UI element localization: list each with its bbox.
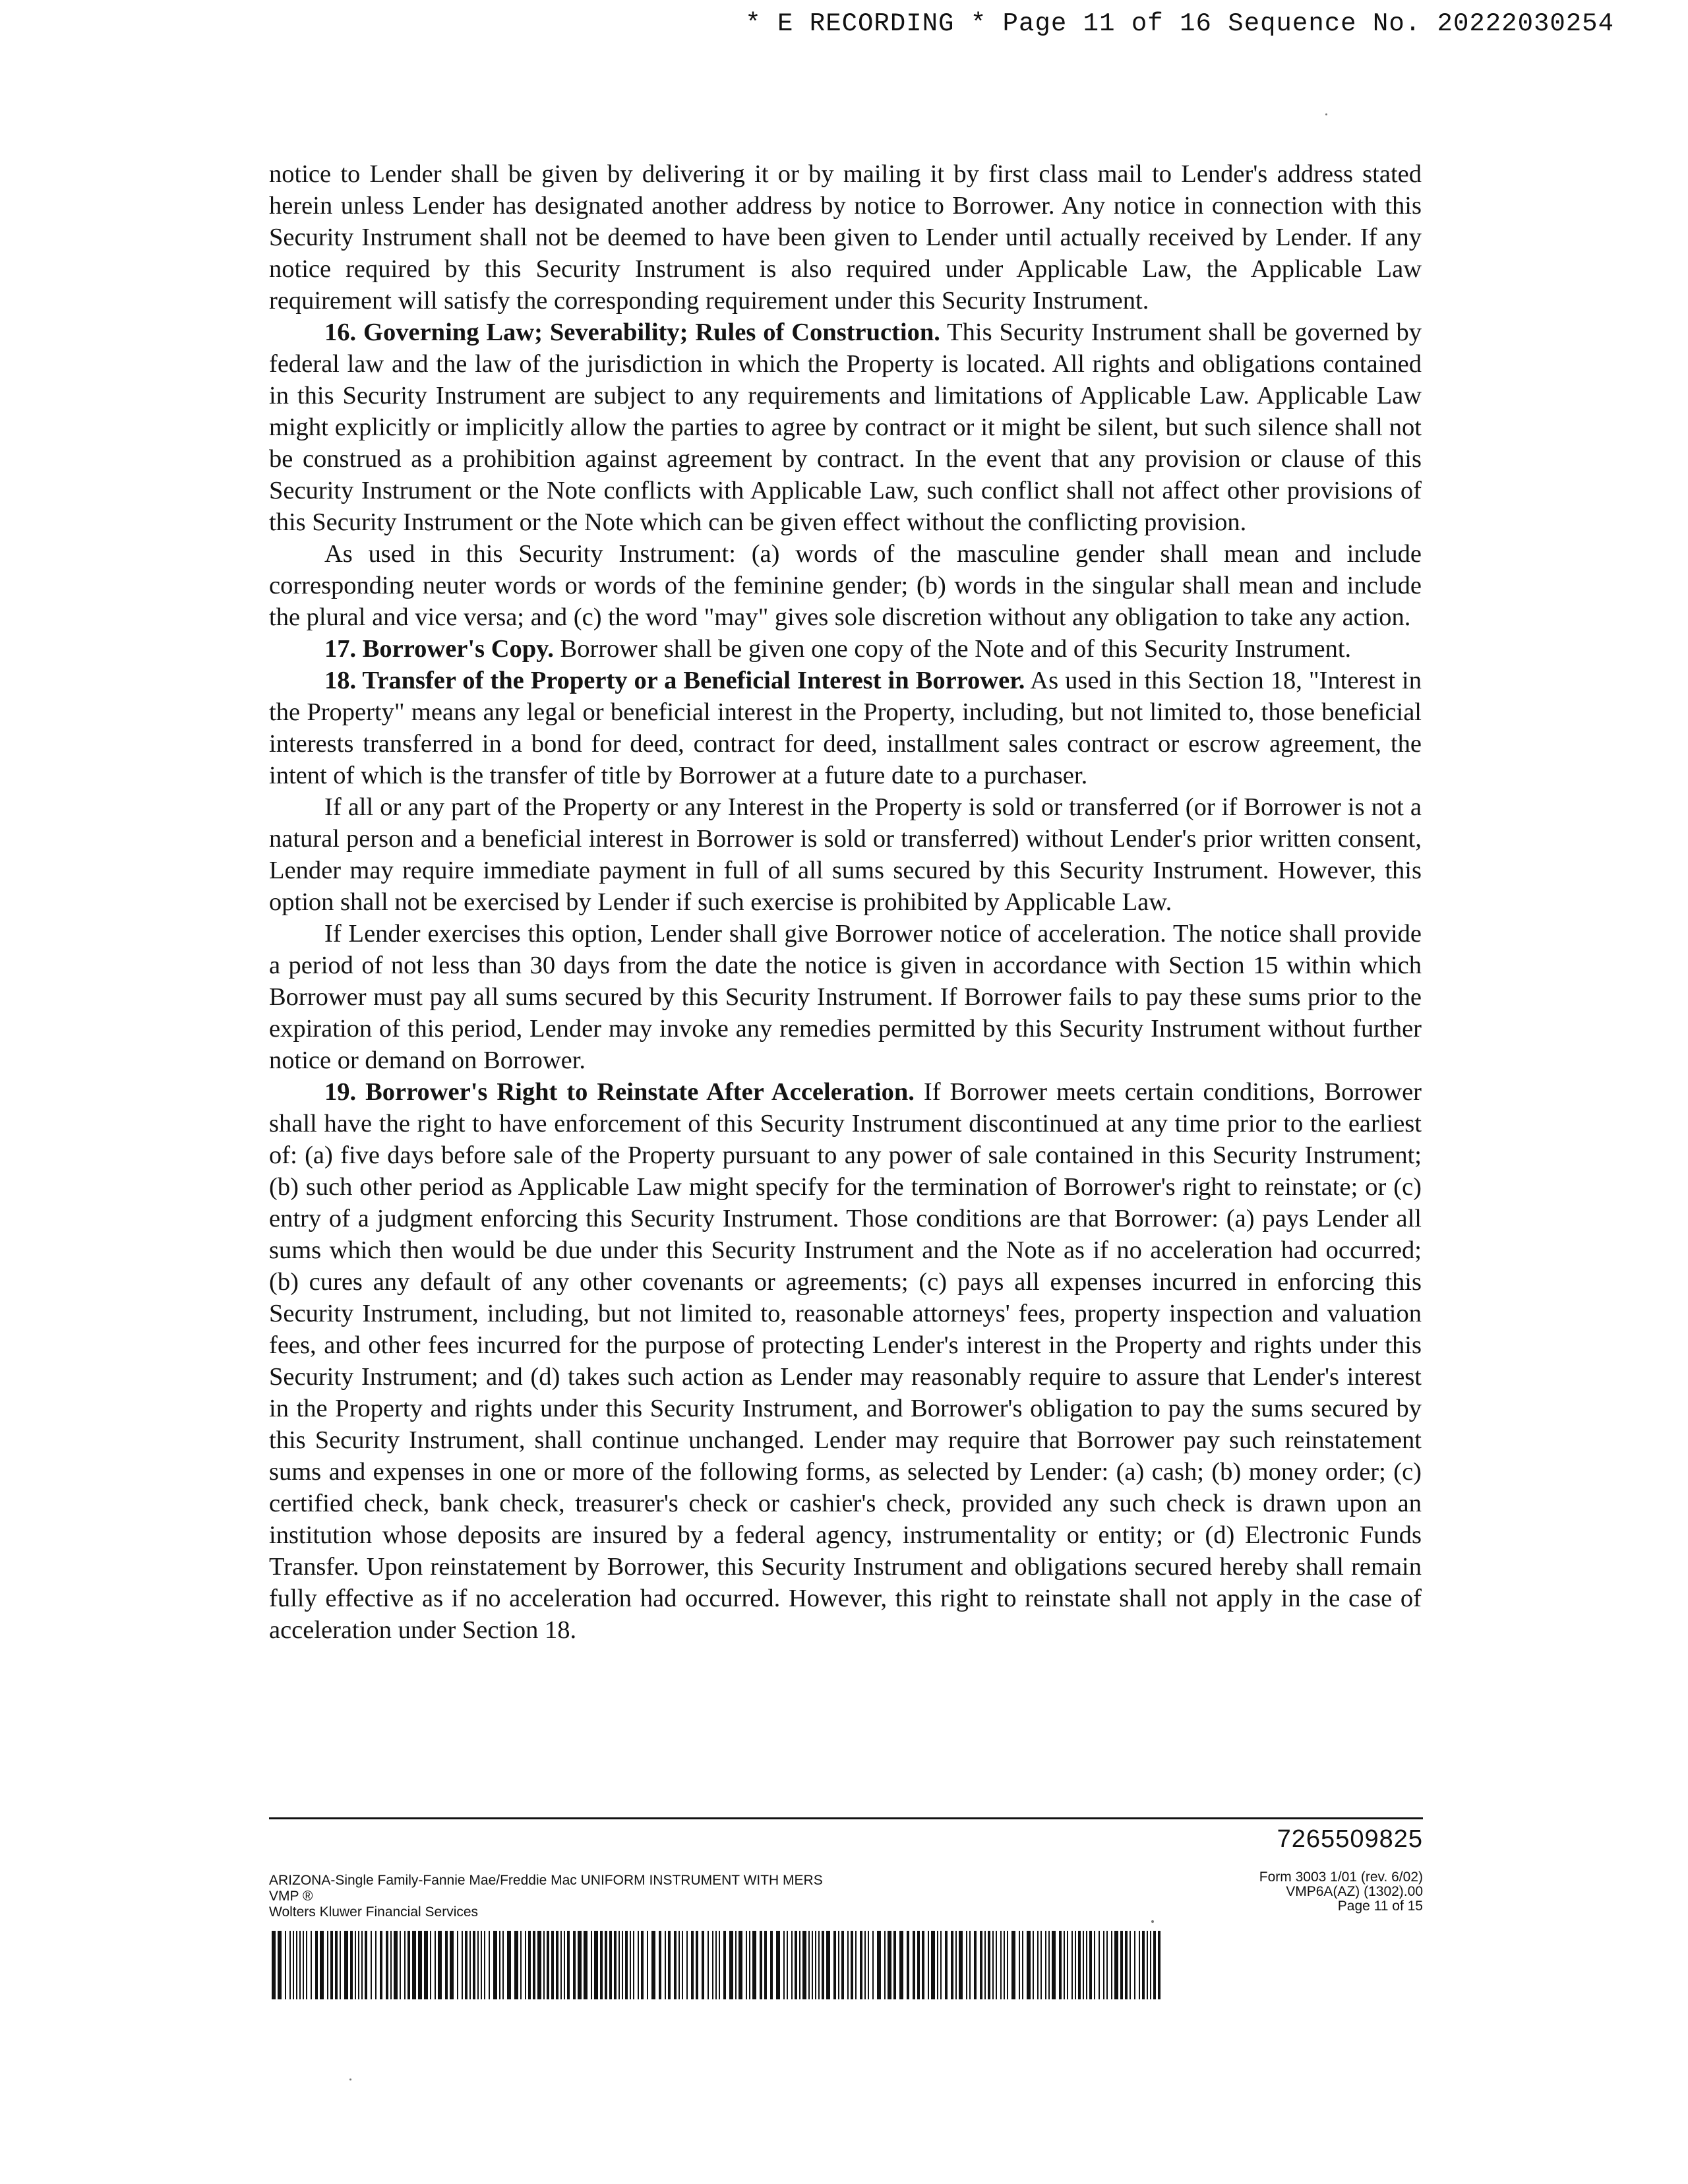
barcode-bar	[928, 1931, 929, 1999]
barcode-bar	[937, 1931, 938, 1999]
barcode-bar	[1037, 1931, 1039, 1999]
barcode-bar	[1111, 1931, 1112, 1999]
section-16-text: This Security Instrument shall be governed by federal law and the law of the jurisdiction in which the Property is located. All rights and obligations contained in this Security Instrument are subject to any requirements and limitations of Applicable Law. Applicable Law might explicitly or implicitly allow the parties to agree by contract or it might be silent, but such silence shall not be construed as a prohibition against agreement by contract. In the event that any provision or clause of this Security Instrument or the Note conflicts with Applicable Law, such conflict shall not affect other provisions of this Security Instrument or the Note which can be given effect without the conflicting provision.	[269, 318, 1422, 536]
barcode-bar	[327, 1931, 328, 1999]
barcode-bar	[966, 1931, 967, 1999]
barcode-bar	[822, 1931, 824, 1999]
barcode-bar	[609, 1931, 612, 1999]
barcode-bar	[764, 1931, 767, 1999]
barcode-bar	[315, 1931, 318, 1999]
barcode-bar	[528, 1931, 531, 1999]
barcode-bar	[390, 1931, 392, 1999]
barcode-bar	[996, 1931, 997, 1999]
barcode-bar	[799, 1931, 800, 1999]
barcode-bar	[735, 1931, 737, 1999]
barcode-bar	[1099, 1931, 1100, 1999]
barcode-bar	[945, 1931, 948, 1999]
barcode-bar	[412, 1931, 416, 1999]
barcode-bar	[311, 1931, 312, 1999]
barcode-bar	[556, 1931, 558, 1999]
barcode-bar	[303, 1931, 304, 1999]
barcode-bar	[787, 1931, 788, 1999]
barcode-bar	[1125, 1931, 1128, 1999]
barcode-bar	[430, 1931, 431, 1999]
barcode-bar	[1067, 1931, 1068, 1999]
barcode-image	[272, 1931, 1166, 1999]
scan-speck	[1151, 1920, 1154, 1923]
barcode-bar	[1083, 1931, 1084, 1999]
barcode-bar	[940, 1931, 942, 1999]
barcode-bar	[584, 1931, 588, 1999]
barcode-bar	[358, 1931, 359, 1999]
barcode-bar	[1064, 1931, 1065, 1999]
barcode-bar	[682, 1931, 683, 1999]
barcode-bar	[893, 1931, 896, 1999]
barcode-bar	[484, 1931, 485, 1999]
barcode-bar	[951, 1931, 953, 1999]
barcode-bar	[1120, 1931, 1123, 1999]
section-19-text: If Borrower meets certain conditions, Borrower shall have the right to have enforcement of this Security Instrument discontinued at any time prior to the earliest of: (a) five days before sale of the Property pursuant to any power of sale contained in this Security Instrument; (b) such other period as Applicable Law might specify for the termination of Borrower's right to reinstate; or (c) entry of a judgment enforcing this Security Instrument. Those conditions are that Borrower: (a) pays Lender all sums which then would be due under this Security Instrument and the Note as if no acceleration had occurred; (b) cures any default of any other covenants or agreements; (c) pays all expenses incurred in enforcing this Security Instrument, including, but not limited to, reasonable attorneys' fees, property inspection and valuation fees, and other fees incurred for the purpose of protecting Lender's interest in the Property and rights under this Security Instrument; and (d) takes such action as Lender may reasonably require to assure that Lender's interest in the Property and rights under this Security Instrument, and Borrower's obligation to pay the sums secured by this Security Instrument, shall continue unchanged. Lender may require that Borrower pay such reinstatement sums and expenses in one or more of the following forms, as selected by Lender: (a) cash; (b) money order; (c) certified check, bank check, treasurer's check or cashier's check, provided any such check is drawn upon an institution whose deposits are insured by a federal agency, instrumentality or entity; or (d) Electronic Funds Transfer. Upon reinstatement by Borrower, this Security Instrument and obligations secured hereby shall remain fully effective as if no acceleration had occurred. However, this right to reinstate shall not apply in the case of acceleration under Section 18.	[269, 1078, 1422, 1644]
barcode-bar	[969, 1931, 971, 1999]
barcode-bar	[808, 1931, 810, 1999]
barcode-bar	[1011, 1931, 1015, 1999]
barcode-bar	[507, 1931, 511, 1999]
barcode-bar	[445, 1931, 448, 1999]
barcode-bar	[289, 1931, 291, 1999]
barcode-bar	[907, 1931, 909, 1999]
barcode-bar	[469, 1931, 471, 1999]
section-17-text: Borrower shall be given one copy of the Note and of this Security Instrument.	[553, 635, 1352, 663]
barcode-bar	[400, 1931, 401, 1999]
barcode-bar	[543, 1931, 545, 1999]
barcode-bar	[278, 1931, 282, 1999]
barcode-bar	[520, 1931, 522, 1999]
section-17	[269, 633, 1422, 665]
barcode-bar	[335, 1931, 338, 1999]
section-19	[269, 1076, 1422, 1646]
barcode-bar	[533, 1931, 535, 1999]
barcode-bar	[1000, 1931, 1002, 1999]
barcode-bar	[795, 1931, 797, 1999]
barcode-bar	[888, 1931, 891, 1999]
barcode-bar	[502, 1931, 504, 1999]
barcode-bar	[1114, 1931, 1118, 1999]
barcode-bar	[578, 1931, 582, 1999]
form-title: ARIZONA-Single Family-Fannie Mae/Freddie Mac UNIFORM INSTRUMENT WITH MERS	[269, 1873, 823, 1888]
barcode-bar	[394, 1931, 398, 1999]
barcode-bar	[489, 1931, 490, 1999]
section-16-heading: 16. Governing Law; Severability; Rules of Construction.	[324, 318, 940, 346]
section-18-paragraph-2: If all or any part of the Property or any Interest in the Property is sold or transferred (or if Borrower is not a natural person and a beneficial interest in Borrower is sold or transferred) without Lender's prior written consent, Lender may require immediate payment in full of all sums secured by this Security Instrument. However, this option shall not be exercised by Lender if such exercise is prohibited by Applicable Law.	[269, 793, 1422, 916]
barcode-bar	[386, 1931, 388, 1999]
barcode-bar	[450, 1931, 454, 1999]
barcode-bar	[567, 1931, 570, 1999]
loan-number: 7265509825	[1277, 1825, 1423, 1853]
barcode-bar	[860, 1931, 862, 1999]
barcode-bar	[955, 1931, 957, 1999]
form-identification	[269, 1873, 1060, 1920]
barcode-bar	[1040, 1931, 1042, 1999]
barcode-bar	[749, 1931, 750, 1999]
barcode-bar	[708, 1931, 709, 1999]
barcode-bar	[746, 1931, 747, 1999]
barcode-bar	[851, 1931, 853, 1999]
barcode-bar	[678, 1931, 680, 1999]
barcode-bar	[674, 1931, 677, 1999]
barcode-bar	[605, 1931, 607, 1999]
barcode-bar	[1052, 1931, 1056, 1999]
barcode-bar	[355, 1931, 356, 1999]
barcode-bar	[877, 1931, 881, 1999]
barcode-bar	[1048, 1931, 1050, 1999]
barcode-bar	[1150, 1931, 1151, 1999]
barcode-bar	[665, 1931, 666, 1999]
barcode-bar	[812, 1931, 813, 1999]
barcode-bar	[551, 1931, 554, 1999]
barcode-bar	[715, 1931, 717, 1999]
barcode-bar	[371, 1931, 372, 1999]
barcode-bar	[1158, 1931, 1160, 1999]
barcode-bar	[618, 1931, 620, 1999]
barcode-bar	[1094, 1931, 1095, 1999]
barcode-bar	[361, 1931, 363, 1999]
barcode-bar	[407, 1931, 410, 1999]
barcode-bar	[365, 1931, 367, 1999]
barcode-bar	[350, 1931, 353, 1999]
barcode-bar	[591, 1931, 592, 1999]
barcode-bar	[686, 1931, 688, 1999]
barcode-bar	[980, 1931, 982, 1999]
barcode-bar	[638, 1931, 639, 1999]
barcode-bar	[984, 1931, 986, 1999]
barcode-bar	[457, 1931, 458, 1999]
barcode-bar	[404, 1931, 406, 1999]
section-18-text: As used in this Section 18, "Interest in the Property" means any legal or beneficial interest in the Property, including, but not limited to, those beneficial interests transferred in a bond for deed, contract for deed, installment sales contract or escrow agreement, the intent of which is the transfer of title by Borrower at a future date to a purchaser.	[269, 667, 1422, 789]
barcode-bar	[1075, 1931, 1076, 1999]
barcode-bar	[864, 1931, 866, 1999]
barcode-bar	[931, 1931, 935, 1999]
barcode-bar	[838, 1931, 839, 1999]
vmp-mark: VMP ®	[269, 1889, 313, 1904]
barcode-bar	[1142, 1931, 1145, 1999]
scan-speck	[349, 2078, 351, 2080]
barcode-bar	[525, 1931, 526, 1999]
barcode-bar	[712, 1931, 713, 1999]
form-code: VMP6A(AZ) (1302).00	[1286, 1884, 1423, 1899]
barcode-bar	[622, 1931, 623, 1999]
barcode-bar	[760, 1931, 762, 1999]
barcode-bar	[826, 1931, 830, 1999]
barcode-bar	[514, 1931, 518, 1999]
barcode-bar	[641, 1931, 644, 1999]
barcode-bar	[462, 1931, 463, 1999]
barcode-bar	[477, 1931, 479, 1999]
barcode-bar	[738, 1931, 742, 1999]
barcode-bar	[560, 1931, 562, 1999]
barcode-bar	[1027, 1931, 1031, 1999]
barcode-bar	[418, 1931, 422, 1999]
barcode-bar	[600, 1931, 603, 1999]
barcode-bar	[959, 1931, 963, 1999]
barcode-bar	[833, 1931, 836, 1999]
barcode-bar	[564, 1931, 565, 1999]
barcode-bar	[499, 1931, 500, 1999]
barcode-bar	[913, 1931, 915, 1999]
barcode-bar	[1089, 1931, 1092, 1999]
section-18-paragraph-3: If Lender exercises this option, Lender shall give Borrower notice of acceleration. The notice shall provide a period of not less than 30 days from the date the notice is given in accordance with Section 15 within which Borrower must pay all sums secured by this Security Instrument. If Borrower fails to pay these sums prior to the expiration of this period, Lender may invoke any remedies permitted by this Security Instrument without further notice or demand on Borrower.	[269, 920, 1422, 1074]
publisher-name: Wolters Kluwer Financial Services	[269, 1904, 479, 1920]
barcode-bar	[299, 1931, 301, 1999]
scan-speck	[1325, 113, 1327, 115]
section-16-paragraph-2: As used in this Security Instrument: (a) words of the masculine gender shall mean and include corresponding neuter words or words of the feminine gender; (b) words in the singular shall mean and include the plural and vice versa; and (c) the word "may" gives sole discretion without any obligation to take any action.	[269, 540, 1422, 631]
barcode-bar	[375, 1931, 377, 1999]
barcode-bar	[1071, 1931, 1073, 1999]
barcode-bar	[702, 1931, 704, 1999]
barcode-bar	[1007, 1931, 1008, 1999]
barcode-bar	[776, 1931, 780, 1999]
barcode-bar	[1004, 1931, 1005, 1999]
section-17-heading: 17. Borrower's Copy.	[324, 635, 554, 663]
section-18	[269, 665, 1422, 791]
barcode-bar	[752, 1931, 756, 1999]
barcode-bar	[330, 1931, 333, 1999]
barcode-bar	[1045, 1931, 1046, 1999]
barcode-bar	[285, 1931, 286, 1999]
section-18-heading: 18. Transfer of the Property or a Beneficial Interest in Borrower.	[324, 667, 1025, 694]
barcode-bar	[547, 1931, 549, 1999]
barcode-bar	[633, 1931, 634, 1999]
barcode-bar	[625, 1931, 628, 1999]
page-label: Page 11 of 15	[1337, 1898, 1423, 1914]
barcode-bar	[1153, 1931, 1156, 1999]
document-body	[269, 158, 1422, 1646]
footer-divider	[269, 1817, 1423, 1819]
barcode-bar	[1086, 1931, 1087, 1999]
barcode-bar	[917, 1931, 920, 1999]
barcode-bar	[992, 1931, 994, 1999]
barcode-bar	[465, 1931, 467, 1999]
barcode-bar	[872, 1931, 874, 1999]
section-16	[269, 317, 1422, 538]
barcode-bar	[1022, 1931, 1023, 1999]
barcode-bar	[659, 1931, 661, 1999]
barcode-bar	[783, 1931, 785, 1999]
barcode-bar	[1019, 1931, 1020, 1999]
barcode-bar	[1103, 1931, 1104, 1999]
barcode-bar	[340, 1931, 341, 1999]
barcode-bar	[723, 1931, 726, 1999]
barcode-bar	[344, 1931, 348, 1999]
barcode-bar	[1147, 1931, 1148, 1999]
barcode-bar	[815, 1931, 816, 1999]
barcode-bar	[651, 1931, 655, 1999]
barcode-bar	[473, 1931, 475, 1999]
barcode-bar	[1139, 1931, 1140, 1999]
barcode-bar	[841, 1931, 844, 1999]
barcode-bar	[296, 1931, 297, 1999]
barcode-bar	[818, 1931, 820, 1999]
barcode-bar	[1078, 1931, 1081, 1999]
barcode-bar	[988, 1931, 990, 1999]
barcode-bar	[1033, 1931, 1034, 1999]
barcode-bar	[293, 1931, 294, 1999]
barcode-bar	[1106, 1931, 1108, 1999]
barcode-bar	[791, 1931, 793, 1999]
barcode-bar	[537, 1931, 541, 1999]
barcode-bar	[974, 1931, 977, 1999]
barcode-bar	[719, 1931, 720, 1999]
barcode-bar	[630, 1931, 631, 1999]
notice-paragraph-continued: notice to Lender shall be given by delivering it or by mailing it by first class mail to Lender's address stated herein unless Lender has designated another address by notice to Borrower. Any notice in connection with this Security Instrument shall not be deemed to have been given to Lender until actually received by Lender. If any notice required by this Security Instrument is also required under Applicable Law, the Applicable Law requirement will satisfy the corresponding requirement under this Security Instrument.	[269, 160, 1422, 315]
barcode-bar	[493, 1931, 497, 1999]
form-number: Form 3003 1/01 (rev. 6/02)	[1259, 1869, 1423, 1885]
barcode-bar	[320, 1931, 324, 1999]
barcode-bar	[481, 1931, 482, 1999]
barcode-bar	[770, 1931, 773, 1999]
barcode-bar	[668, 1931, 671, 1999]
barcode-bar	[424, 1931, 428, 1999]
recording-header: * E RECORDING * Page 11 of 16 Sequence No. 20222030254	[745, 9, 1614, 38]
barcode-bar	[922, 1931, 924, 1999]
barcode-bar	[802, 1931, 806, 1999]
barcode-bar	[729, 1931, 733, 1999]
form-reference	[1259, 1870, 1423, 1914]
barcode-bar	[884, 1931, 886, 1999]
barcode-bar	[647, 1931, 648, 1999]
barcode-bar	[696, 1931, 698, 1999]
barcode-bar	[1059, 1931, 1062, 1999]
barcode-bar	[847, 1931, 849, 1999]
barcode-bar	[614, 1931, 617, 1999]
barcode-bar	[380, 1931, 382, 1999]
barcode-bar	[899, 1931, 903, 1999]
section-19-heading: 19. Borrower's Right to Reinstate After Acceleration.	[324, 1078, 915, 1106]
barcode-bar	[691, 1931, 694, 1999]
barcode-bar	[594, 1931, 598, 1999]
barcode-bar	[272, 1931, 276, 1999]
barcode-bar	[1134, 1931, 1135, 1999]
barcode-bar	[435, 1931, 436, 1999]
barcode-bar	[573, 1931, 576, 1999]
barcode-bar	[855, 1931, 857, 1999]
barcode-bar	[306, 1931, 307, 1999]
barcode-bar	[868, 1931, 869, 1999]
barcode-bar	[438, 1931, 442, 1999]
barcode-bar	[1130, 1931, 1131, 1999]
